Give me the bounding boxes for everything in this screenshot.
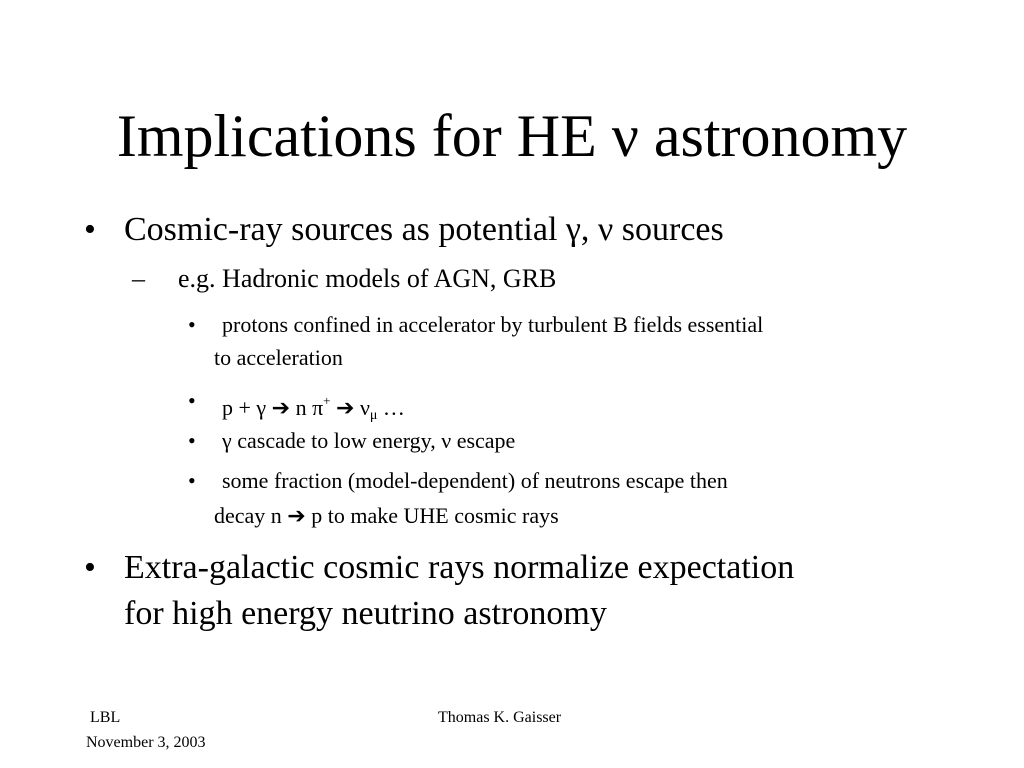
- sub-bullet-marker: –: [132, 264, 145, 293]
- level3-bullet-reaction: [222, 386, 405, 431]
- level3-bullet-protons-line2: to acceleration: [214, 345, 343, 370]
- level3-bullet-neutrons-line2: decay n ➔ p to make UHE cosmic rays: [214, 503, 559, 528]
- level3-bullet-neutrons-line1: some fraction (model-dependent) of neutrons escape then: [222, 468, 728, 493]
- level3-bullet-marker: •: [188, 312, 196, 337]
- footer-org: LBL: [90, 709, 121, 726]
- footer-date: November 3, 2003: [86, 734, 206, 751]
- bullet-1: [84, 208, 96, 252]
- bullet-2-marker: •: [84, 549, 96, 586]
- reaction-part1: p + γ ➔ n π: [222, 395, 324, 420]
- sub-bullet-text: e.g. Hadronic models of AGN, GRB: [178, 264, 557, 293]
- reaction-part2: ➔ ν: [330, 395, 370, 420]
- level3-bullet-marker: •: [188, 428, 196, 453]
- level3-bullet-marker: •: [188, 468, 196, 493]
- level3-bullet-protons-line1: protons confined in accelerator by turbulent B fields essential: [222, 312, 764, 337]
- bullet-1-text: Cosmic-ray sources as potential γ, ν sources: [124, 211, 724, 248]
- bullet-2-line2: for high energy neutrino astronomy: [124, 595, 607, 632]
- level3-bullet-cascade: γ cascade to low energy, ν escape: [222, 428, 516, 453]
- slide-title: Implications for HE ν astronomy: [116, 103, 908, 169]
- footer-author: Thomas K. Gaisser: [438, 709, 562, 726]
- bullet-marker: •: [84, 211, 96, 248]
- level3-bullet-marker: •: [188, 388, 196, 413]
- muon-subscript: μ: [369, 408, 378, 423]
- bullet-2-line1: Extra-galactic cosmic rays normalize expectation: [124, 549, 795, 586]
- pion-charge-superscript: +: [323, 393, 331, 408]
- reaction-part3: …: [377, 395, 405, 420]
